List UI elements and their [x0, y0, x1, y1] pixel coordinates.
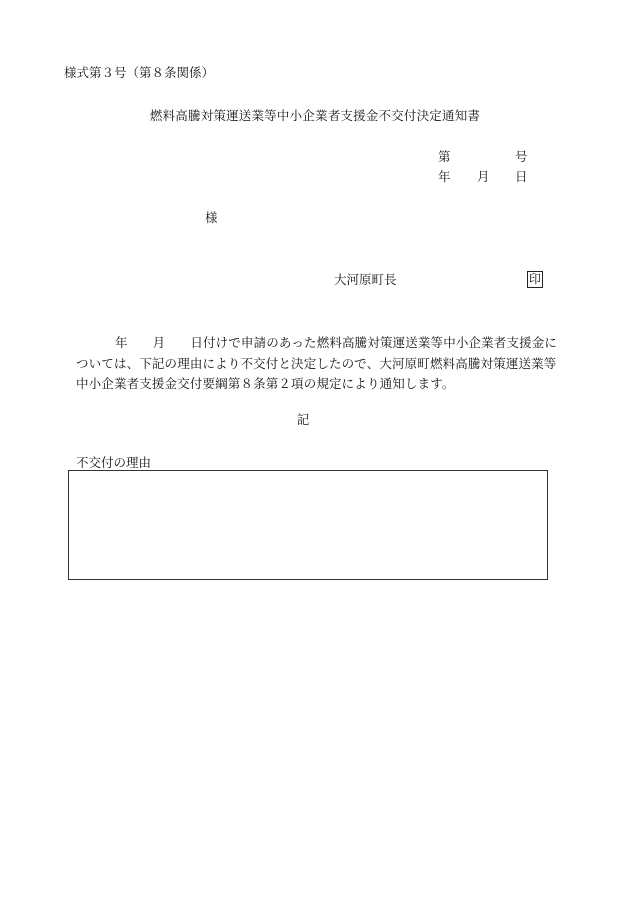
issuer-name: 大河原町長 [334, 272, 397, 287]
reason-box[interactable] [68, 470, 548, 580]
document-title: 燃料高騰対策運送業等中小企業者支援金不交付決定通知書 [149, 108, 481, 123]
notice-body [76, 333, 576, 395]
reason-label: 不交付の理由 [76, 455, 152, 470]
body-line-3: 中小企業者支援金交付要綱第８条第２項の規定により通知します。 [76, 376, 455, 391]
body-year-label: 年 [115, 335, 128, 350]
ki-heading: 記 [296, 412, 310, 427]
addressee-honorific: 様 [205, 210, 218, 225]
form-number: 様式第３号（第８条関係） [64, 65, 215, 80]
document-number-prefix: 第 [438, 149, 451, 164]
seal-mark: 印 [529, 272, 542, 286]
document-number-suffix: 号 [515, 149, 528, 164]
date-month-label: 月 [477, 169, 490, 184]
date-day-label: 日 [515, 169, 528, 184]
body-line-2: ついては、下記の理由により不交付と決定したので、大河原町燃料高騰対策運送業等 [76, 355, 557, 371]
body-month-label: 月 [152, 335, 166, 350]
body-line-1-text: 日付けで申請のあった燃料高騰対策運送業等中小企業者支援金に [190, 335, 558, 350]
date-year-label: 年 [438, 169, 451, 184]
body-line-1 [76, 333, 576, 354]
